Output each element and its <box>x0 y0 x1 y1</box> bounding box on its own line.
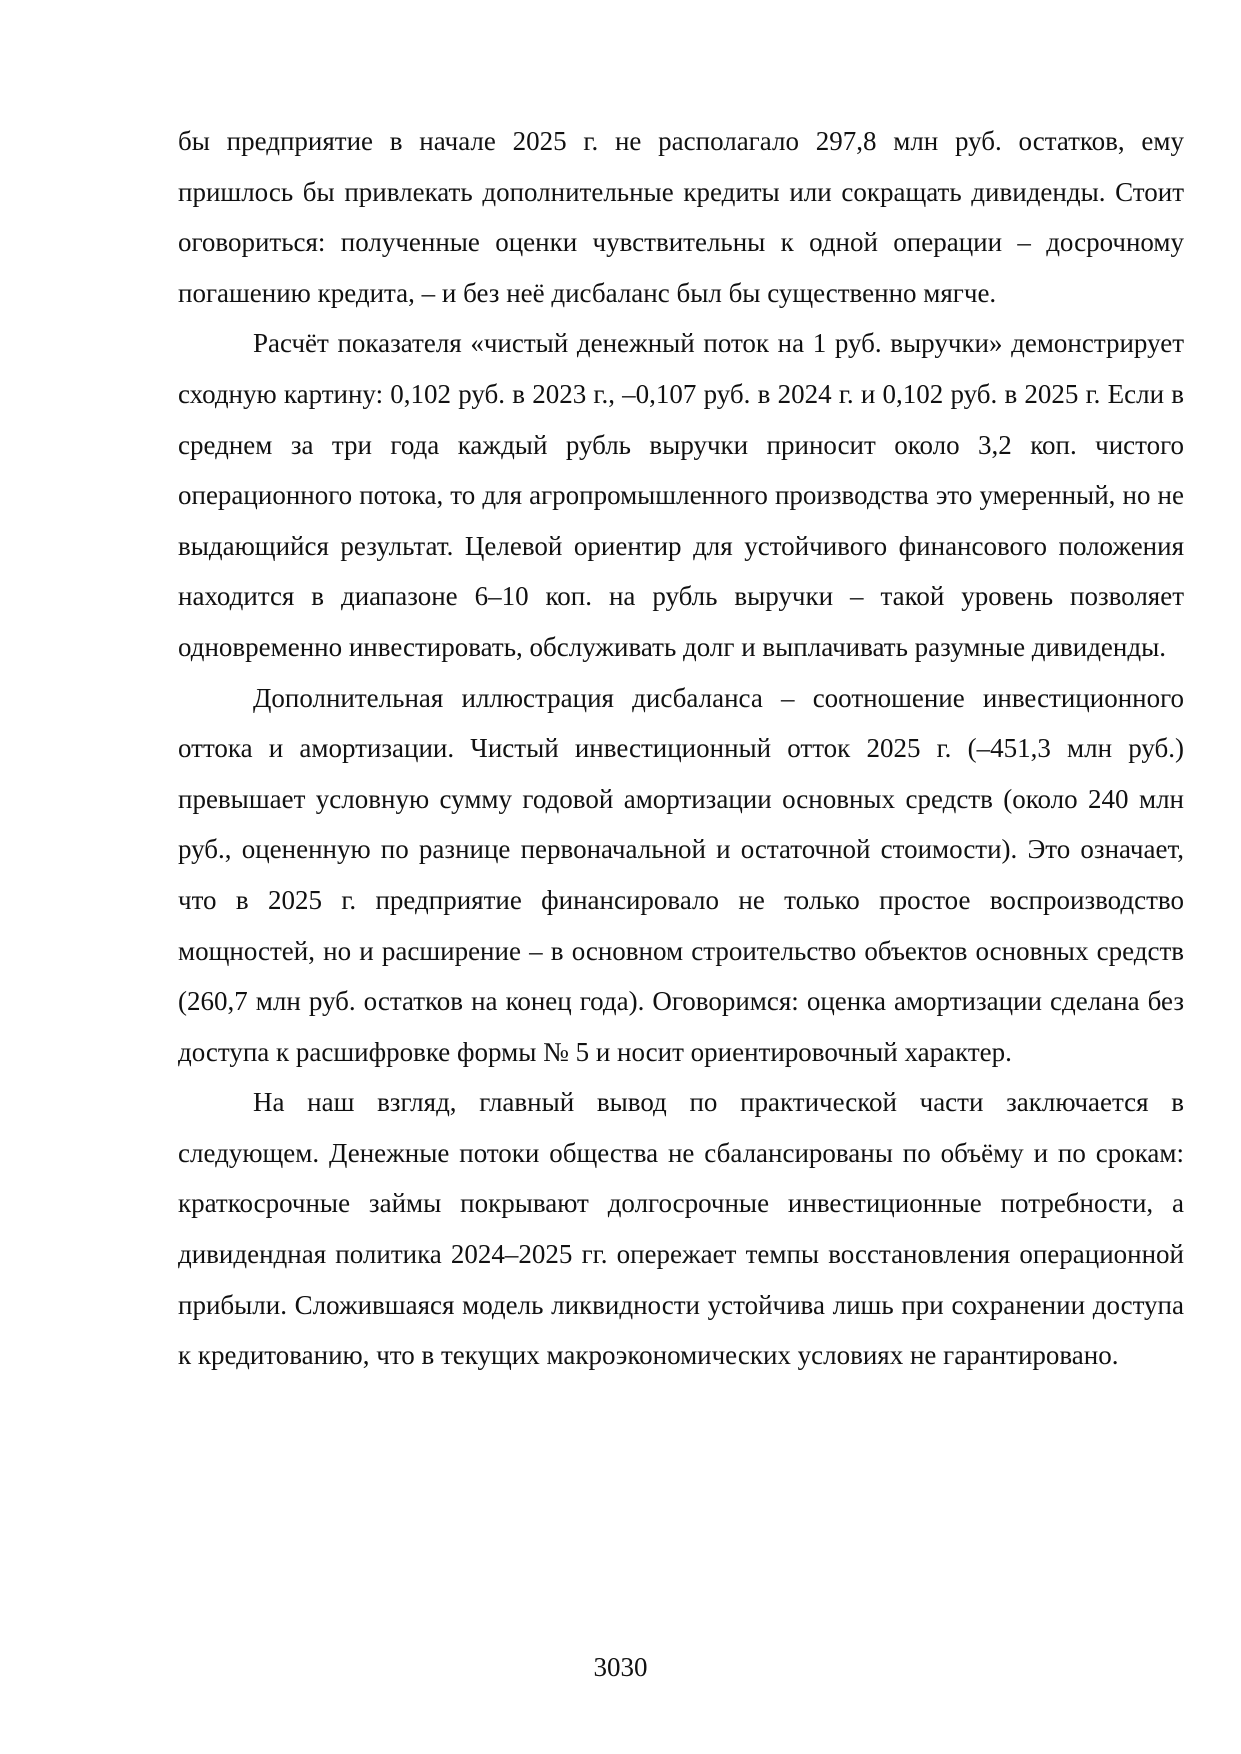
paragraph-cash-flow-per-ruble: Расчёт показателя «чистый денежный поток на 1 руб. выручки» демонстрирует сходную картину: 0,102 руб. в 2023 г., –0,107 руб. в 2024 г. и 0,102 руб. в 2025 г. Если в среднем за три года каждый рубль выручки приносит около 3,2 коп. чистого операционного потока, то для агропромышленного производства это умеренный, но не выдающийся результат. Целевой ориентир для устойчивого финансового положения находится в диапазоне 6–10 коп. на рубль выручки – такой уровень позволяет одновременно инвестировать, обслуживать долг и выплачивать разумные дивиденды. <box>178 328 1184 662</box>
page-number: 3030 <box>593 1652 648 1682</box>
paragraph-investment-vs-depreciation: Дополнительная иллюстрация дисбаланса – соотношение инвестиционного оттока и амортизации. Чистый инвестиционный отток 2025 г. (–451,3 млн руб.) превышает условную сумму годовой амортизации основных средств (около 240 млн руб., оцененную по разнице первоначальной и остаточной стоимости). Это означает, что в 2025 г. предприятие финансировало не только простое воспроизводство мощностей, но и расширение – в основном строительство объектов основных средств (260,7 млн руб. остатков на конец года). Оговоримся: оценка амортизации сделана без доступа к расшифровке формы № 5 и носит ориентировочный характер. <box>178 682 1184 1067</box>
body-text <box>178 116 1184 1381</box>
paragraph-main-conclusion: На наш взгляд, главный вывод по практической части заключается в следующем. Денежные потоки общества не сбалансированы по объёму и по срокам: краткосрочные займы покрывают долгосрочные инвестиционные потребности, а дивидендная политика 2024–2025 гг. опережает темпы восстановления операционной прибыли. Сложившаяся модель ликвидности устойчива лишь при сохранении доступа к кредитованию, что в текущих макроэкономических условиях не гарантировано. <box>178 1087 1184 1371</box>
paragraph-continuation: бы предприятие в начале 2025 г. не располагало 297,8 млн руб. остатков, ему пришлось бы привлекать дополнительные кредиты или сокращать дивиденды. Стоит оговориться: полученные оценки чувствительны к одной операции – досрочному погашению кредита, – и без неё дисбаланс был бы существенно мягче. <box>178 126 1184 308</box>
